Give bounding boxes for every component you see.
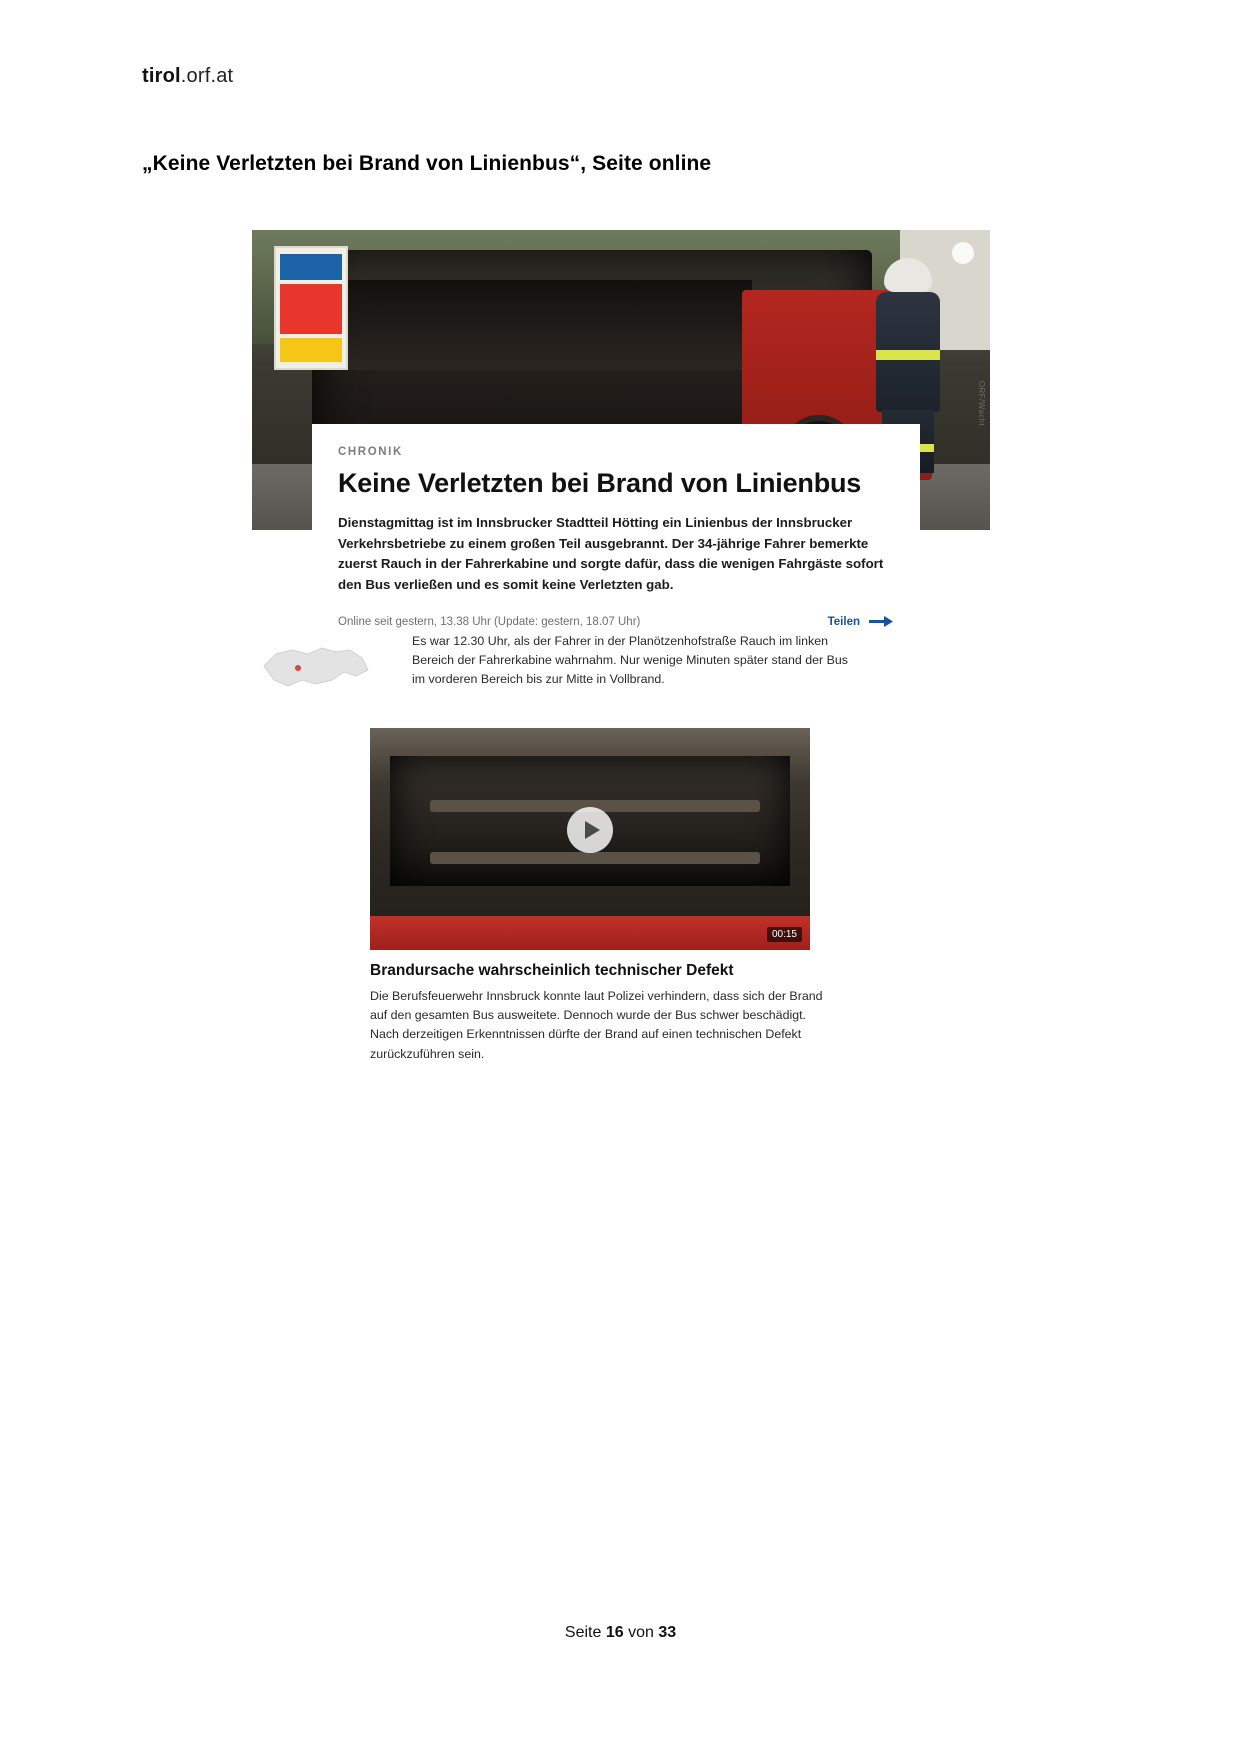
article-screenshot: [252, 230, 990, 1170]
article-sub-headline: Brandursache wahrscheinlich technischer Defekt: [370, 962, 734, 979]
page-footer: [0, 1624, 1241, 1642]
poster-band-bottom: [280, 338, 342, 362]
footer-prefix: Seite: [564, 1624, 602, 1641]
share-label[interactable]: Teilen: [827, 616, 860, 629]
video-duration-badge: 00:15: [767, 927, 802, 942]
footer-page-number: 16: [605, 1624, 624, 1641]
firefighter-helmet: [884, 258, 932, 292]
site-logo: [142, 65, 233, 88]
site-logo-rest: .orf.at: [180, 65, 234, 87]
hero-bus-stop-poster: [274, 246, 348, 370]
firefighter-jacket-stripe: [876, 350, 940, 360]
article-kicker: CHRONIK: [338, 446, 403, 458]
article-lead: Dienstagmittag ist im Innsbrucker Stadtteil Hötting ein Linienbus der Innsbrucker Verkehrsbetriebe zu einem großen Teil ausgebrannt. Der 34-jährige Fahrer bemerkte zuerst Rauch in der Fahrerkabine und sorgte dafür, dass die wenigen Fahrgäste sofort den Bus verließen und es somit keine Verletzten gab.: [338, 515, 884, 592]
share-arrow-icon[interactable]: [868, 613, 894, 631]
footer-middle: von: [628, 1624, 654, 1641]
article-video-player[interactable]: [370, 728, 810, 950]
video-bus-red-base: [370, 916, 810, 950]
footer-total-pages: 33: [658, 1624, 677, 1641]
article-sub-paragraph: Die Berufsfeuerwehr Innsbruck konnte laut Polizei verhindern, dass sich der Brand auf den gesamten Bus ausweitete. Dennoch wurde der Bus schwer beschädigt. Nach derzeitigen Erkenntnissen dürfte der Brand auf einen technischen Defekt zurückzuführen sein.: [370, 989, 823, 1061]
tyrol-map-icon: [258, 640, 378, 702]
poster-band-mid: [280, 284, 342, 334]
broadcaster-logo-icon: [952, 242, 974, 264]
article-body-paragraph: Es war 12.30 Uhr, als der Fahrer in der Planötzenhofstraße Rauch im linken Bereich der Fahrerkabine wahrnahm. Nur wenige Minuten später stand der Bus im vorderen Bereich bis zur Mitte in Vollbrand.: [412, 634, 848, 687]
photo-credit: ORF/Wacht: [977, 380, 986, 426]
article-card: [312, 424, 920, 647]
play-button-icon[interactable]: [567, 807, 613, 853]
article-meta-row: [338, 613, 894, 631]
article-body-row: [252, 632, 990, 722]
page-title: „Keine Verletzten bei Brand von Linienbus“, Seite online: [142, 152, 712, 175]
article-headline: Keine Verletzten bei Brand von Linienbus: [338, 468, 862, 498]
poster-band-top: [280, 254, 342, 280]
video-bus-bar-lower: [430, 852, 760, 864]
share-control[interactable]: [828, 613, 894, 631]
site-logo-bold: tirol: [142, 65, 181, 87]
article-timestamp: Online seit gestern, 13.38 Uhr (Update: gestern, 18.07 Uhr): [338, 616, 641, 629]
